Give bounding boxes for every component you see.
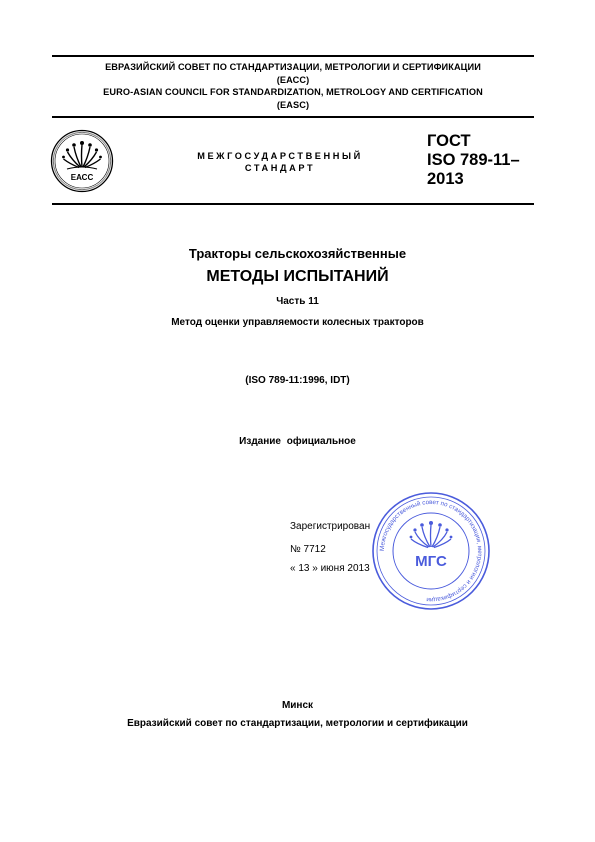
easc-logo <box>50 129 114 193</box>
gost-label: ГОСТ <box>427 132 471 150</box>
bottom-rule <box>52 203 534 205</box>
registration-number: № 7712 <box>290 544 326 555</box>
standard-type-line2: СТАНДАРТ <box>244 163 316 173</box>
edition-note: Издание официальное <box>239 436 356 447</box>
stamp-ring-text: Межгосударственный совет по стандартизации, метрологии и сертификации <box>378 498 484 604</box>
gost-year: 2013 <box>427 170 464 188</box>
middle-rule <box>52 116 534 118</box>
document-title: Тракторы сельскохозяйственные <box>188 246 407 261</box>
gost-number: ISO 789-11– <box>427 151 520 169</box>
document-methods-title: МЕТОДЫ ИСПЫТАНИЙ <box>206 268 389 285</box>
registration-date: « 13 » июня 2013 <box>290 563 370 574</box>
standard-type-line1: МЕЖГОСУДАРСТВЕННЫЙ <box>197 151 363 161</box>
council-abbr-ru: (ЕАСС) <box>276 74 310 85</box>
document-subtitle: Метод оценки управляемости колесных тракторов <box>171 317 424 328</box>
council-abbr-en: (EASC) <box>276 99 310 110</box>
council-header <box>52 61 534 111</box>
standard-type <box>170 150 390 174</box>
mgs-stamp <box>370 490 492 612</box>
gost-designation <box>427 132 520 189</box>
council-name-ru: ЕВРАЗИЙСКИЙ СОВЕТ ПО СТАНДАРТИЗАЦИИ, МЕТРОЛОГИИ И СЕРТИФИКАЦИИ <box>105 62 481 72</box>
svg-text:Межгосударственный совет по ст <box>379 499 483 603</box>
iso-reference: (ISO 789-11:1996, IDT) <box>245 375 350 386</box>
stamp-center-text: МГС <box>415 553 447 570</box>
publisher: Евразийский совет по стандартизации, метрологии и сертификации <box>127 718 468 729</box>
publication-city: Минск <box>281 700 314 711</box>
council-name-en: EURO-ASIAN COUNCIL FOR STANDARDIZATION, METROLOGY AND CERTIFICATION <box>103 87 483 97</box>
top-rule <box>52 55 534 57</box>
document-part: Часть 11 <box>276 296 319 307</box>
registration-label: Зарегистрирован <box>290 521 371 532</box>
logo-abbr: ЕАСС <box>70 173 94 182</box>
